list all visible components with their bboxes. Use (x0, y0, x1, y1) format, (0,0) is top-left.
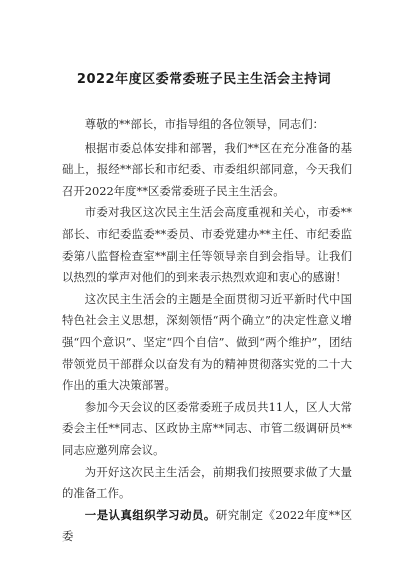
body-paragraph: 这次民主生活会的主题是全面贯彻习近平新时代中国特色社会主义思想，深刻领悟“两个确立”的决定性意义增强“四个意识”、坚定“四个自信”、做到“两个维护”，团结带领党员干部群众以奋发有为的精神贯彻落实党的二十大作出的重大决策部署。 (62, 291, 352, 393)
document-title: 2022年度区委常委班子民主生活会主持词 (76, 72, 332, 87)
salutation-paragraph: 尊敬的**部长，市指导组的各位领导，同志们： (84, 117, 325, 131)
body-paragraph: 参加今天会议的区委常委班子成员共11人，区人大常委会主任**同志、区政协主席**同志、市管二级调研员**同志应邀列席会议。 (62, 399, 352, 457)
body-paragraph: 市委对我区这次民主生活会高度重视和关心，市委**部长、市纪委监委**委员、市委党建办**主任、市纪委监委第八监督检查室**副主任等领导亲自到会指导。让我们以热烈的掌声对他们的到来表示热烈欢迎和衷心的感谢！ (62, 205, 352, 285)
document-body (62, 114, 352, 548)
body-paragraph: 根据市委总体安排和部署，我们**区在充分准备的基础上，报经**部长和市纪委、市委组织部同意，今天我们召开2022年度**区委常委班子民主生活会。 (62, 140, 352, 198)
body-paragraph: 为开好这次民主生活会，前期我们按照要求做了大量的准备工作。 (62, 464, 352, 501)
paragraph-lead-heading: 一是认真组织学习动员。 (84, 507, 216, 522)
body-paragraph-last (62, 505, 352, 548)
paragraph-continuation-text: 研究制定《2022年度**区委 (62, 507, 352, 544)
